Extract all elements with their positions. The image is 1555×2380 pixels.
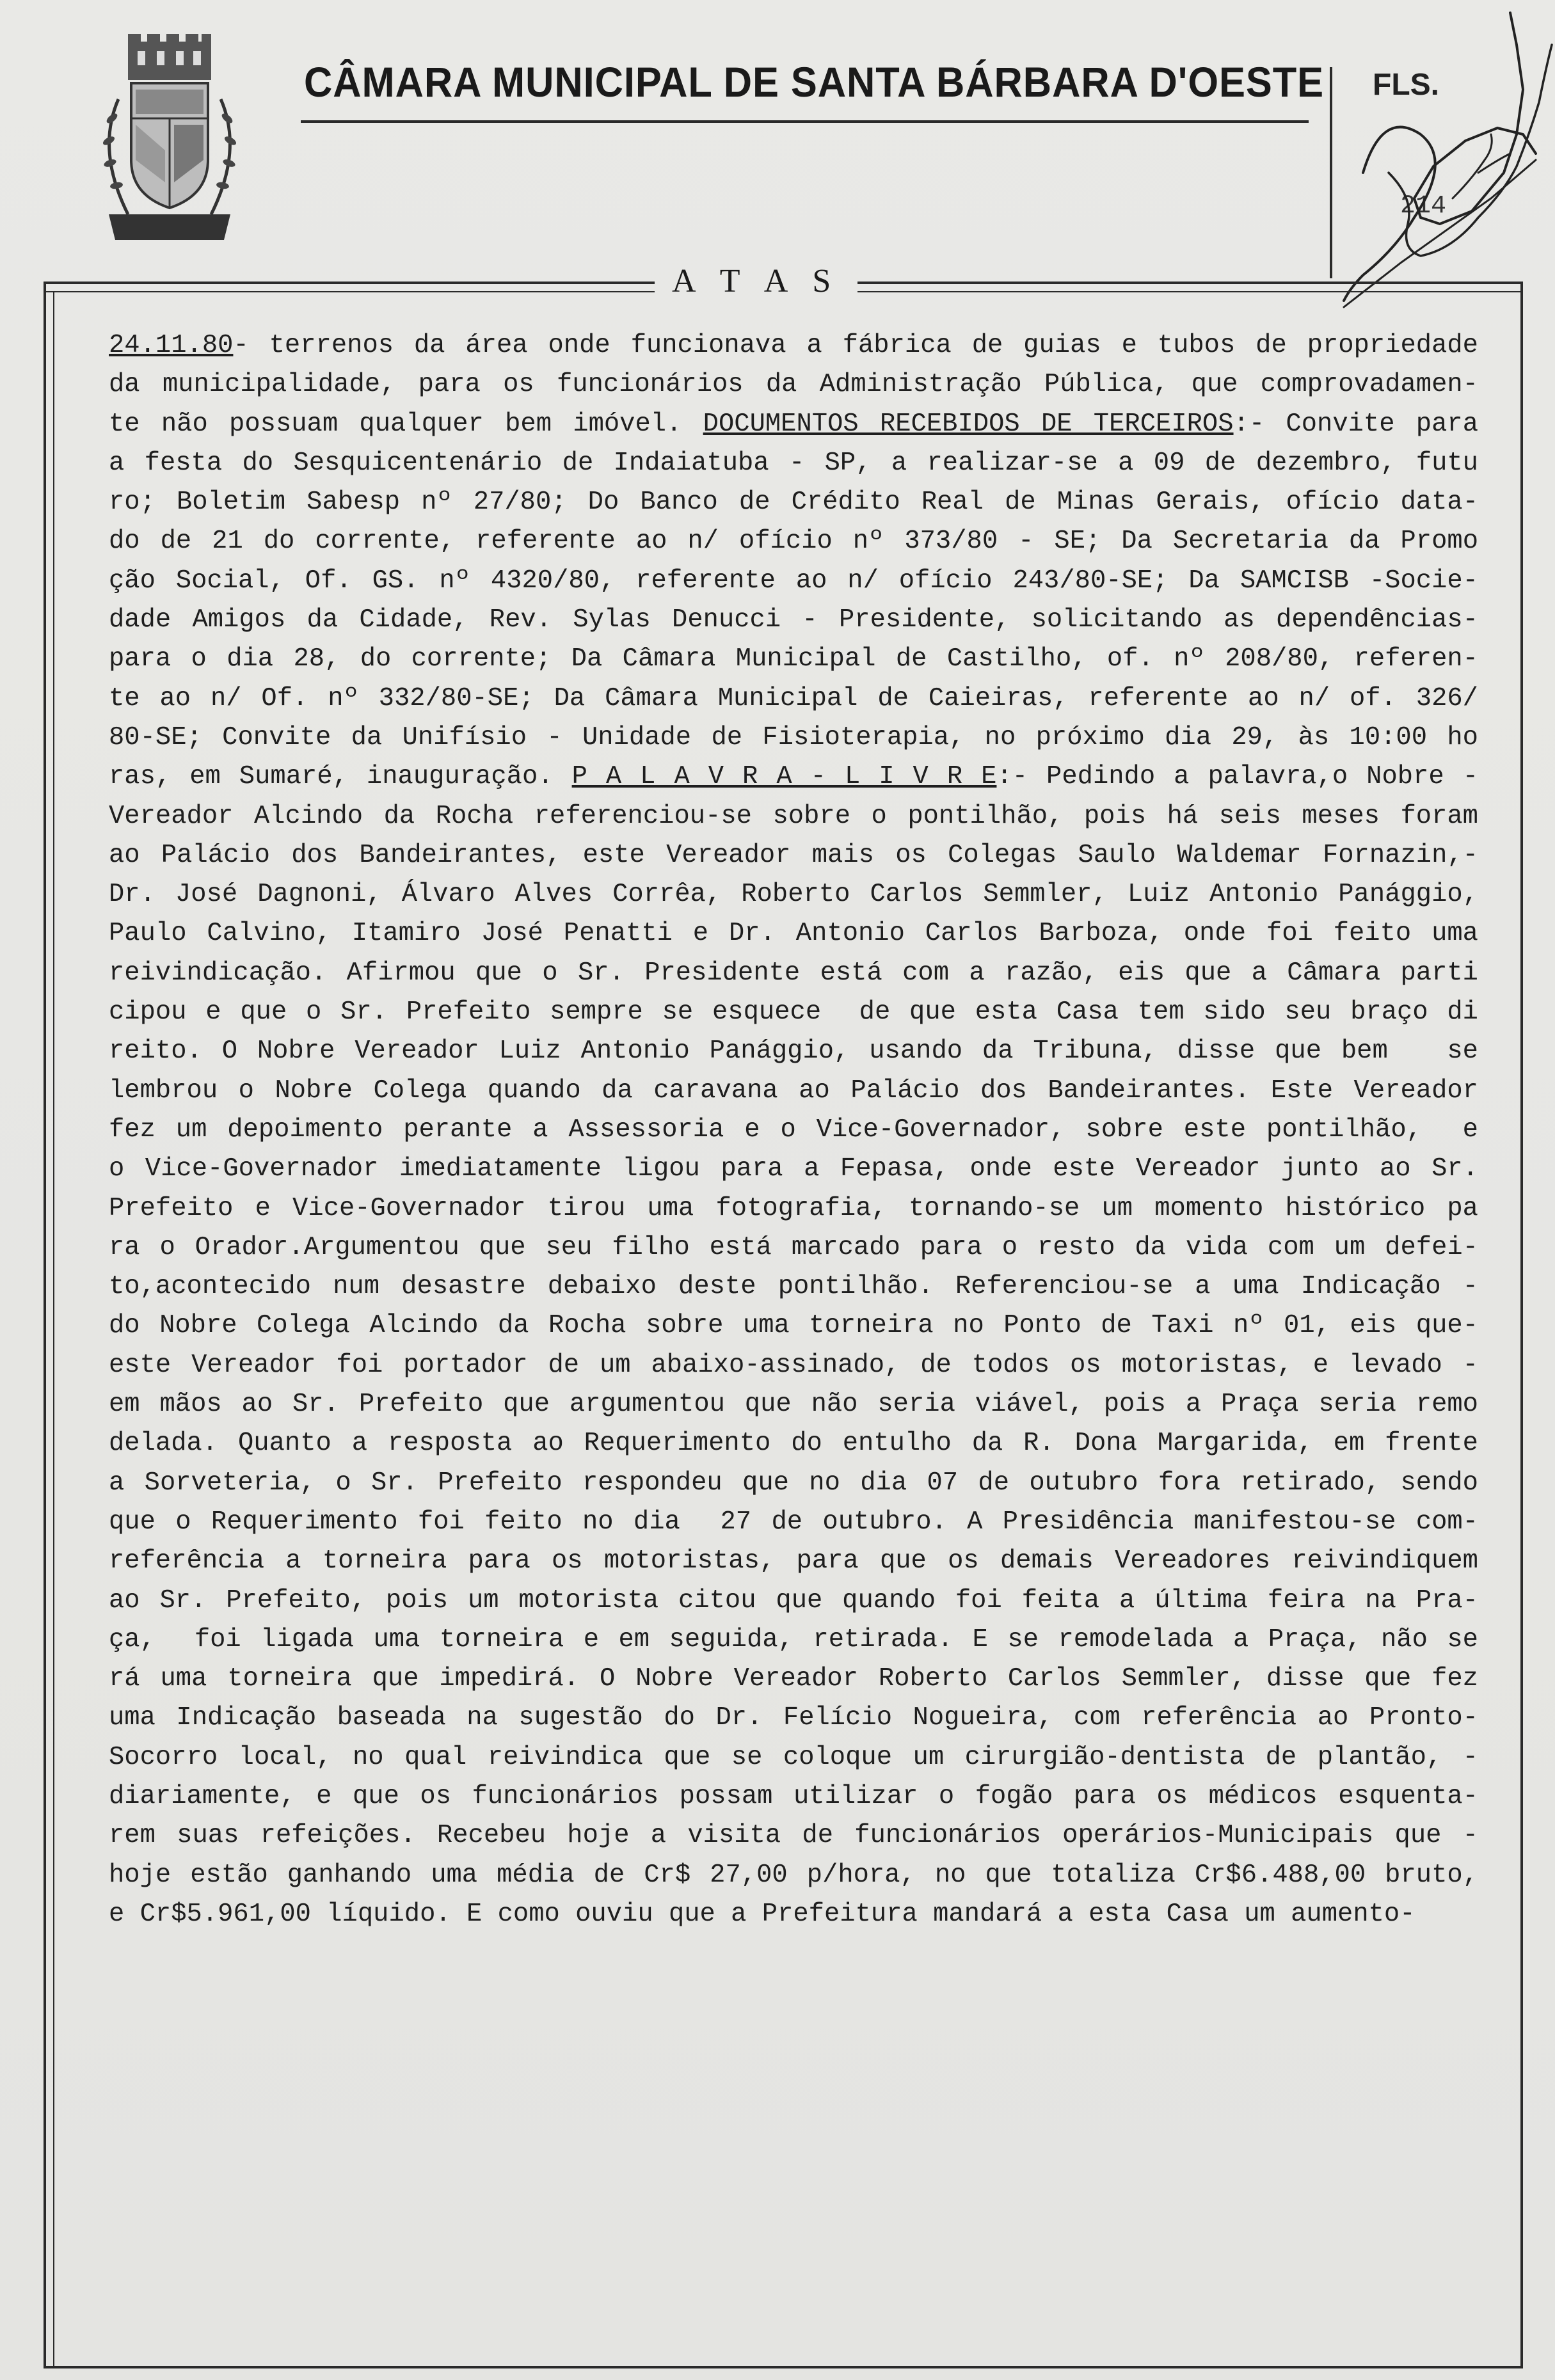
text-line: uma Indicação baseada na sugestão do Dr. Felício Nogueira, com referência ao Pronto- — [109, 1703, 1478, 1733]
frame-rule — [53, 291, 54, 2368]
text-line: da municipalidade, para os funcionários da Administração Pública, que comprovadamen- — [109, 370, 1478, 400]
frame-rule — [44, 282, 46, 2368]
frame-rule — [44, 282, 655, 284]
text-line: diariamente, e que os funcionários possam utilizar o fogão para os médicos esquenta- — [109, 1781, 1478, 1811]
frame-rule — [44, 291, 655, 292]
minutes-text — [109, 326, 1478, 1934]
text-line: ra o Orador.Argumentou que seu filho está marcado para o resto da vida com um defei- — [109, 1232, 1478, 1262]
section-heading: P A L A V R A - L I V R E — [571, 762, 997, 792]
line-text: :- Pedindo a palavra,o Nobre - — [996, 762, 1478, 792]
text-line: para o dia 28, do corrente; Da Câmara Municipal de Castilho, of. nº 208/80, referen- — [109, 644, 1478, 674]
text-line: rá uma torneira que impedirá. O Nobre Vereador Roberto Carlos Semmler, disse que fez — [109, 1664, 1478, 1694]
municipal-crest-icon — [83, 22, 256, 253]
text-line: e Cr$5.961,00 líquido. E como ouviu que a Prefeitura mandará a esta Casa um aumento- — [109, 1899, 1415, 1929]
text-line: reito. O Nobre Vereador Luiz Antonio Panággio, usando da Tribuna, disse que bem se — [109, 1036, 1478, 1067]
frame-rule — [857, 282, 1523, 284]
text-line: rem suas refeições. Recebeu hoje a visita de funcionários operários-Municipais que - — [109, 1821, 1478, 1851]
line-text: - terrenos da área onde funcionava a fábrica de guias e tubos de propriedade — [233, 331, 1478, 360]
text-line: ao Sr. Prefeito, pois um motorista citou que quando foi feita a última feira na Pra- — [109, 1585, 1478, 1615]
text-line: a Sorveteria, o Sr. Prefeito respondeu que no dia 07 de outubro fora retirado, sendo — [109, 1468, 1478, 1498]
text-line: hoje estão ganhando uma média de Cr$ 27,00 p/hora, no que totaliza Cr$6.488,00 bruto, — [109, 1860, 1478, 1890]
text-line: que o Requerimento foi feito no dia 27 de outubro. A Presidência manifestou-se com- — [109, 1507, 1478, 1537]
text-line: em mãos ao Sr. Prefeito que argumentou que não seria viável, pois a Praça seria remo — [109, 1390, 1478, 1420]
text-line: dade Amigos da Cidade, Rev. Sylas Denucci - Presidente, solicitando as dependências- — [109, 605, 1478, 635]
text-line: Dr. José Dagnoni, Álvaro Alves Corrêa, Roberto Carlos Semmler, Luiz Antonio Panággio, — [109, 880, 1478, 910]
section-heading: DOCUMENTOS RECEBIDOS DE TERCEIROS — [703, 409, 1234, 439]
text-line: te ao n/ Of. nº 332/80-SE; Da Câmara Municipal de Caieiras, referente ao n/ of. 326/ — [109, 683, 1478, 713]
session-date: 24.11.80 — [109, 331, 234, 360]
title-underline — [301, 120, 1309, 123]
text-line: referência a torneira para os motoristas, para que os demais Vereadores reivindiquem — [109, 1546, 1478, 1576]
text-line: a festa do Sesquicentenário de Indaiatuba - SP, a realizar-se a 09 de dezembro, futu — [109, 448, 1478, 478]
line-text: ras, em Sumaré, inauguração. — [109, 762, 572, 792]
text-line: to,acontecido num desastre debaixo deste pontilhão. Referenciou-se a uma Indicação - — [109, 1272, 1478, 1302]
text-line: este Vereador foi portador de um abaixo-assinado, de todos os motoristas, e levado - — [109, 1350, 1478, 1380]
frame-rule — [857, 291, 1523, 292]
chamber-title: CÂMARA MUNICIPAL DE SANTA BÁRBARA D'OESTE — [304, 58, 1325, 106]
text-line: o Vice-Governador imediatamente ligou para a Fepasa, onde este Vereador junto ao Sr. — [109, 1154, 1478, 1184]
text-line: Prefeito e Vice-Governador tirou uma fotografia, tornando-se um momento histórico pa — [109, 1193, 1478, 1223]
text-line: do de 21 do corrente, referente ao n/ ofício nº 373/80 - SE; Da Secretaria da Promo — [109, 527, 1478, 557]
text-line — [109, 326, 1478, 365]
text-line: fez um depoimento perante a Assessoria e o Vice-Governador, sobre este pontilhão, e — [109, 1115, 1478, 1145]
text-line: lembrou o Nobre Colega quando da caravana ao Palácio dos Bandeirantes. Este Vereador — [109, 1075, 1478, 1106]
text-line — [109, 405, 1478, 444]
text-line: Paulo Calvino, Itamiro José Penatti e Dr. Antonio Carlos Barboza, onde foi feito uma — [109, 919, 1478, 949]
line-text: :- Convite para — [1233, 409, 1478, 439]
folio-label: FLS. — [1373, 68, 1439, 102]
text-line: reivindicação. Afirmou que o Sr. Presidente está com a razão, eis que a Câmara parti — [109, 958, 1478, 988]
frame-rule — [1520, 282, 1523, 2368]
text-line: ao Palácio dos Bandeirantes, este Vereador mais os Colegas Saulo Waldemar Fornazin,- — [109, 840, 1478, 870]
text-line: Vereador Alcindo da Rocha referenciou-se sobre o pontilhão, pois há seis meses foram — [109, 801, 1478, 831]
text-line: ção Social, Of. GS. nº 4320/80, referente ao n/ ofício 243/80-SE; Da SAMCISB -Socie- — [109, 566, 1478, 596]
folio-number: 214 — [1400, 192, 1447, 221]
line-text: te não possuam qualquer bem imóvel. — [109, 409, 703, 439]
text-line: do Nobre Colega Alcindo da Rocha sobre uma torneira no Ponto de Taxi nº 01, eis que- — [109, 1311, 1478, 1341]
text-line: ça, foi ligada uma torneira e em seguida, retirada. E se remodelada a Praça, não se — [109, 1624, 1478, 1654]
text-line: 80-SE; Convite da Unifísio - Unidade de Fisioterapia, no próximo dia 29, às 10:00 ho — [109, 722, 1478, 752]
section-title: A T A S — [672, 263, 840, 299]
text-line: cipou e que o Sr. Prefeito sempre se esquece de que esta Casa tem sido seu braço di — [109, 997, 1478, 1027]
text-line: Socorro local, no qual reivindica que se coloque um cirurgião-dentista de plantão, - — [109, 1742, 1478, 1772]
text-line: ro; Boletim Sabesp nº 27/80; Do Banco de Crédito Real de Minas Gerais, ofício data- — [109, 488, 1478, 518]
text-line — [109, 758, 1478, 797]
text-line: delada. Quanto a resposta ao Requerimento do entulho da R. Dona Margarida, em frente — [109, 1429, 1478, 1459]
frame-rule — [44, 2366, 1523, 2368]
